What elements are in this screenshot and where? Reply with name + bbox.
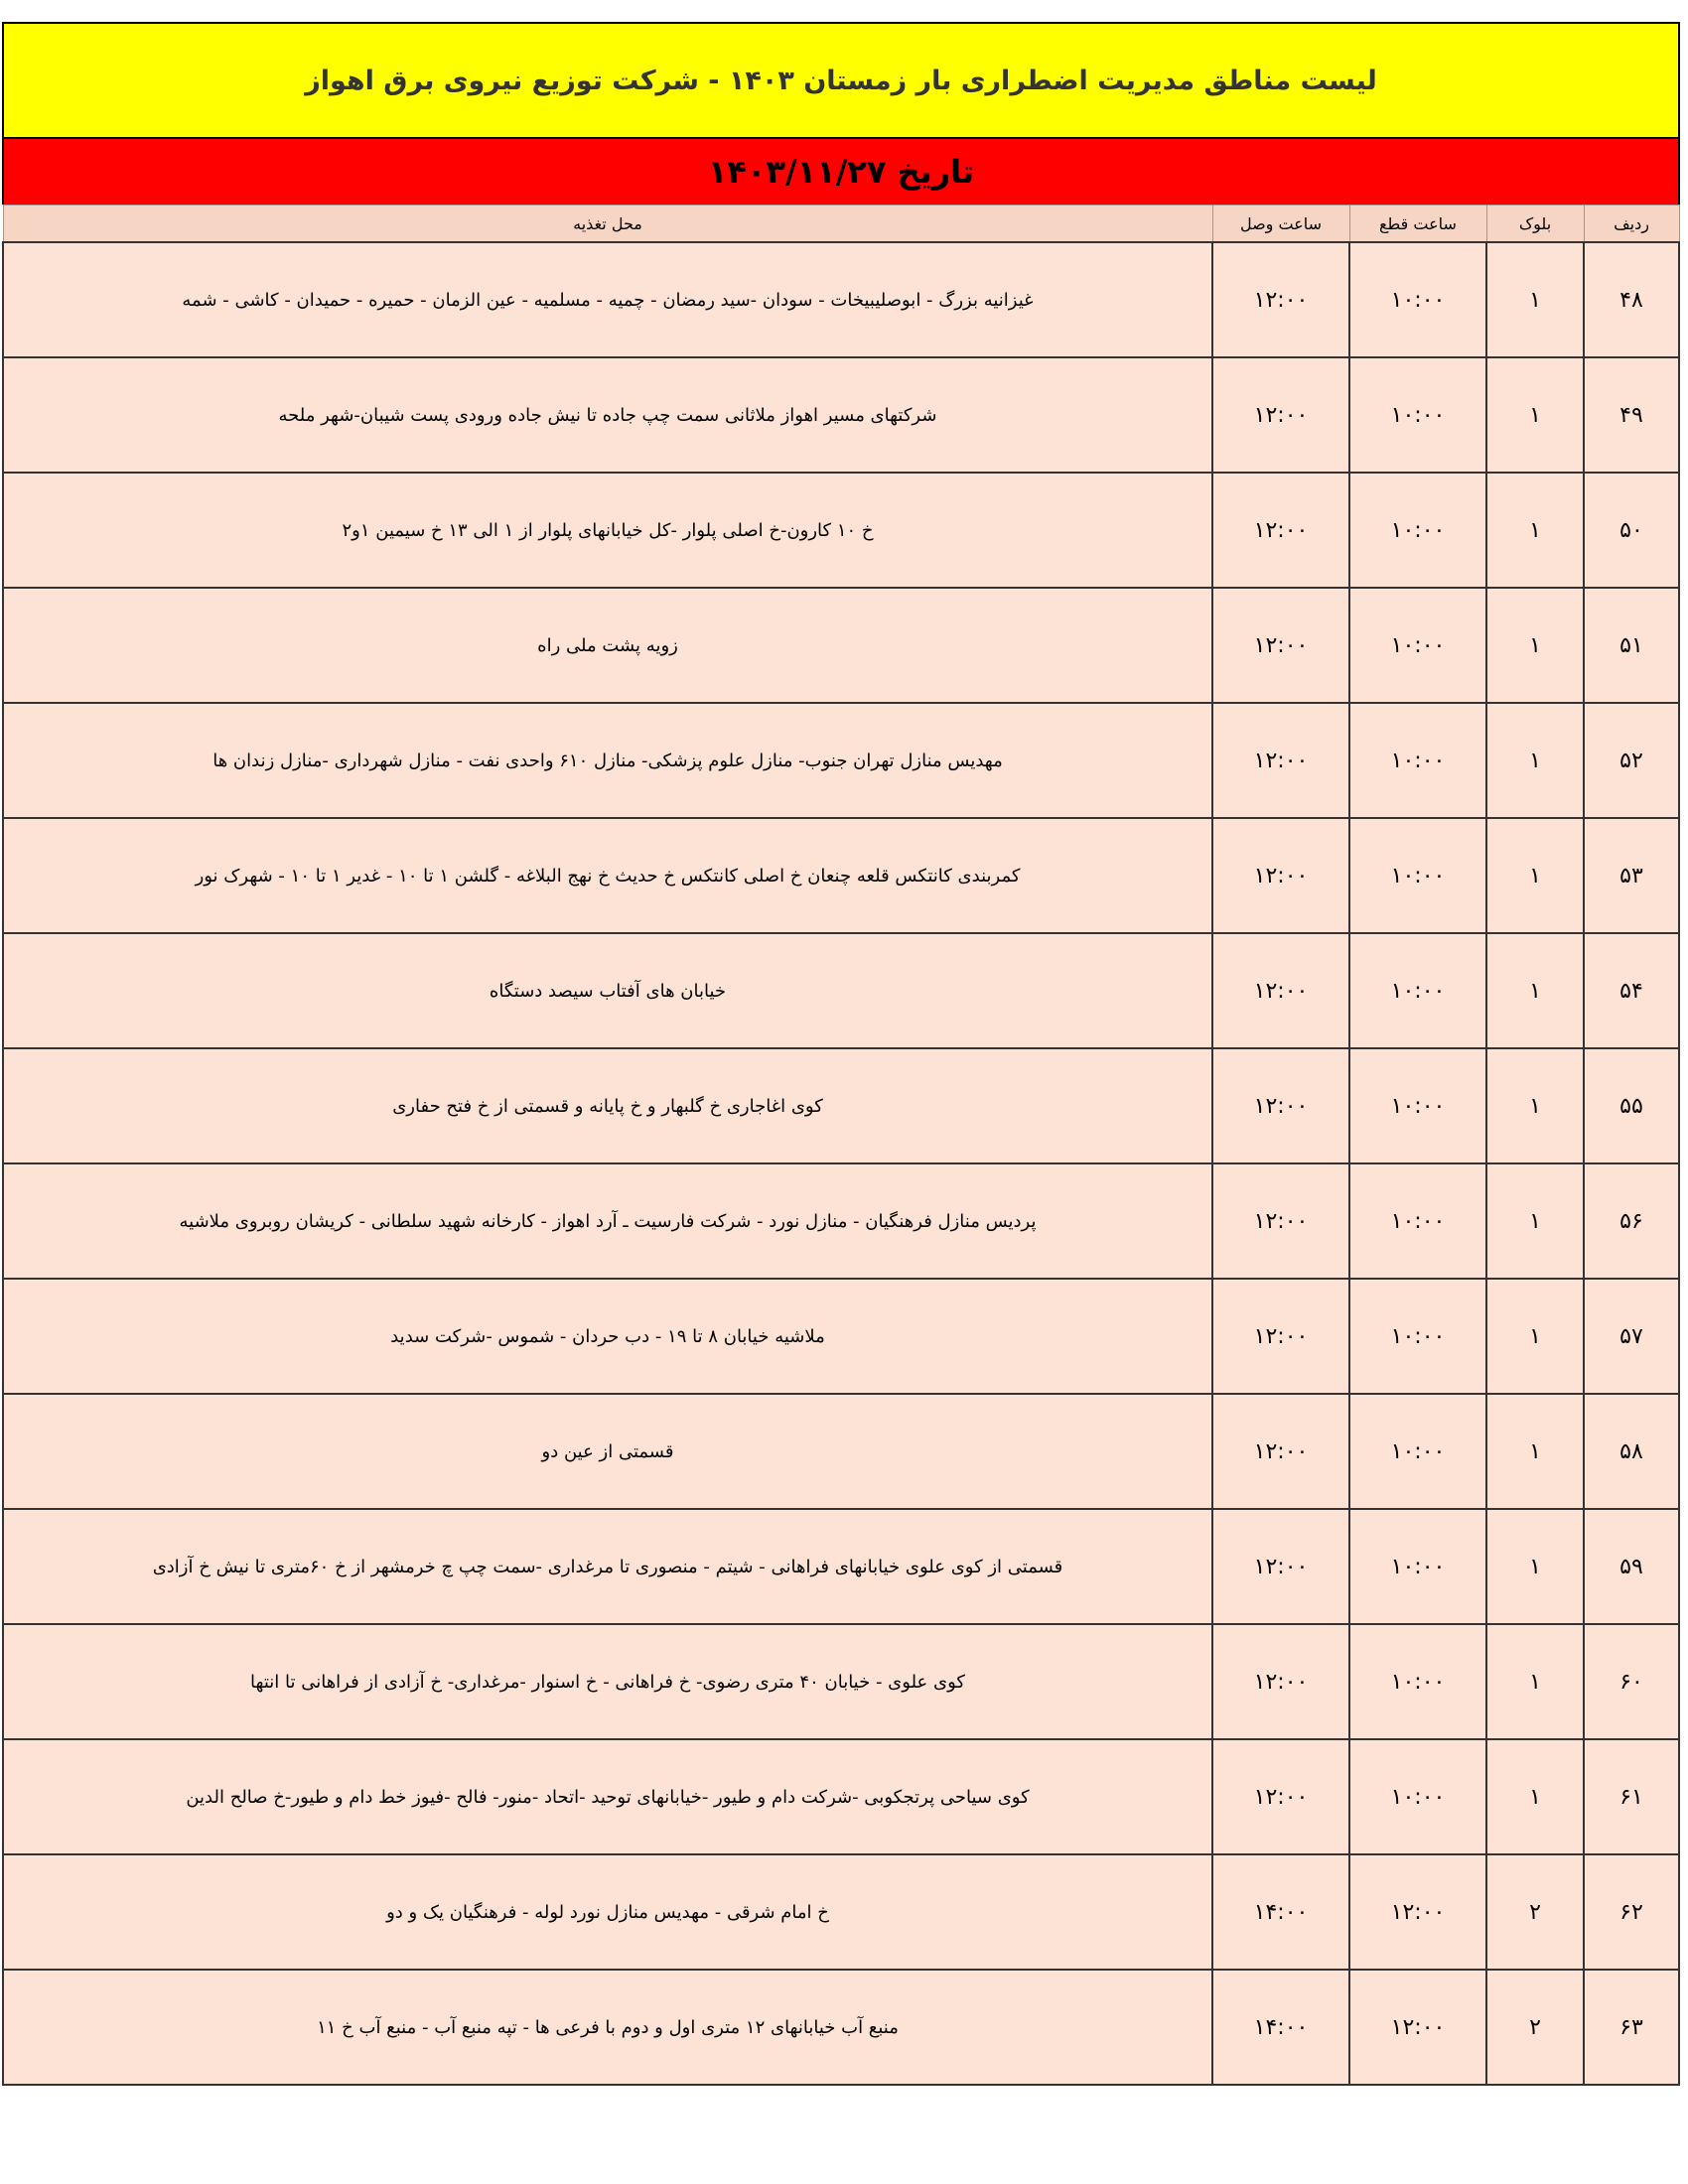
cell-connect-time: ۱۲:۰۰	[1212, 588, 1349, 703]
table-row	[3, 818, 1679, 933]
cell-block: ۱	[1486, 703, 1584, 818]
header-block: بلوک	[1486, 205, 1584, 243]
cell-index: ۵۷	[1584, 1279, 1679, 1394]
cell-connect-time: ۱۲:۰۰	[1212, 1624, 1349, 1739]
header-row	[3, 205, 1679, 243]
cell-cut-time: ۱۰:۰۰	[1349, 242, 1486, 357]
cell-area: قسمتی از کوی علوی خیابانهای فراهانی - شیتم - منصوری تا مرغداری -سمت چپ چ خرمشهر از خ ۶۰متری تا نیش خ آزادی	[3, 1509, 1212, 1624]
cell-cut-time: ۱۲:۰۰	[1349, 1854, 1486, 1970]
header-index: ردیف	[1584, 205, 1679, 243]
page-title: لیست مناطق مدیریت اضطراری بار زمستان ۱۴۰۳ - شرکت توزیع نیروی برق اهواز	[2, 22, 1680, 139]
cell-index: ۵۲	[1584, 703, 1679, 818]
cell-index: ۵۰	[1584, 473, 1679, 588]
cell-block: ۲	[1486, 1970, 1584, 2085]
cell-connect-time: ۱۲:۰۰	[1212, 818, 1349, 933]
cell-cut-time: ۱۰:۰۰	[1349, 1624, 1486, 1739]
cell-block: ۱	[1486, 1509, 1584, 1624]
cell-connect-time: ۱۲:۰۰	[1212, 357, 1349, 473]
cell-connect-time: ۱۲:۰۰	[1212, 473, 1349, 588]
cell-area: کوی اغاجاری خ گلبهار و خ پایانه و قسمتی از خ فتح حفاری	[3, 1048, 1212, 1163]
schedule-table	[2, 205, 1680, 2086]
cell-index: ۵۹	[1584, 1509, 1679, 1624]
table-row	[3, 1048, 1679, 1163]
cell-block: ۱	[1486, 1394, 1584, 1509]
cell-block: ۱	[1486, 1279, 1584, 1394]
cell-area: منبع آب خیابانهای ۱۲ متری اول و دوم با فرعی ها - تپه منبع آب - منبع آب خ ۱۱	[3, 1970, 1212, 2085]
cell-area: خیابان های آفتاب سیصد دستگاه	[3, 933, 1212, 1048]
cell-block: ۱	[1486, 588, 1584, 703]
cell-index: ۵۵	[1584, 1048, 1679, 1163]
cell-index: ۶۲	[1584, 1854, 1679, 1970]
table-row	[3, 242, 1679, 357]
cell-area: کوی سیاحی پرتجکوبی -شرکت دام و طیور -خیابانهای توحید -اتحاد -منور- فالح -فیوز خط دام و طیور-خ صالح الدین	[3, 1739, 1212, 1854]
table-row	[3, 357, 1679, 473]
cell-connect-time: ۱۴:۰۰	[1212, 1970, 1349, 2085]
cell-index: ۶۱	[1584, 1739, 1679, 1854]
table-row	[3, 1624, 1679, 1739]
cell-connect-time: ۱۴:۰۰	[1212, 1854, 1349, 1970]
cell-block: ۱	[1486, 473, 1584, 588]
table-row	[3, 1854, 1679, 1970]
cell-block: ۱	[1486, 1048, 1584, 1163]
cell-index: ۶۳	[1584, 1970, 1679, 2085]
cell-cut-time: ۱۰:۰۰	[1349, 818, 1486, 933]
table-row	[3, 1163, 1679, 1279]
cell-block: ۱	[1486, 357, 1584, 473]
table-row	[3, 473, 1679, 588]
cell-area: خ امام شرقی - مهدیس منازل نورد لوله - فرهنگیان یک و دو	[3, 1854, 1212, 1970]
cell-index: ۵۳	[1584, 818, 1679, 933]
cell-connect-time: ۱۲:۰۰	[1212, 1509, 1349, 1624]
cell-block: ۲	[1486, 1854, 1584, 1970]
cell-index: ۵۶	[1584, 1163, 1679, 1279]
cell-index: ۴۹	[1584, 357, 1679, 473]
table-row	[3, 1279, 1679, 1394]
cell-connect-time: ۱۲:۰۰	[1212, 1739, 1349, 1854]
cell-cut-time: ۱۰:۰۰	[1349, 473, 1486, 588]
cell-block: ۱	[1486, 1624, 1584, 1739]
cell-block: ۱	[1486, 242, 1584, 357]
cell-cut-time: ۱۰:۰۰	[1349, 1394, 1486, 1509]
cell-block: ۱	[1486, 818, 1584, 933]
cell-connect-time: ۱۲:۰۰	[1212, 1163, 1349, 1279]
cell-cut-time: ۱۰:۰۰	[1349, 703, 1486, 818]
cell-cut-time: ۱۰:۰۰	[1349, 588, 1486, 703]
header-area: محل تغذیه	[3, 205, 1212, 243]
cell-cut-time: ۱۰:۰۰	[1349, 933, 1486, 1048]
cell-connect-time: ۱۲:۰۰	[1212, 1048, 1349, 1163]
cell-cut-time: ۱۰:۰۰	[1349, 1048, 1486, 1163]
cell-cut-time: ۱۰:۰۰	[1349, 1509, 1486, 1624]
cell-cut-time: ۱۰:۰۰	[1349, 1279, 1486, 1394]
table-row	[3, 933, 1679, 1048]
cell-area: پردیس منازل فرهنگیان - منازل نورد - شرکت فارسیت ـ آرد اهواز - کارخانه شهید سلطانی - کریشان روبروی ملاشیه	[3, 1163, 1212, 1279]
table-body	[3, 242, 1679, 2085]
cell-block: ۱	[1486, 1163, 1584, 1279]
cell-area: کوی علوی - خیابان ۴۰ متری رضوی- خ فراهانی - خ اسنوار -مرغداری- خ آزادی از فراهانی تا انتها	[3, 1624, 1212, 1739]
cell-area: زویه پشت ملی راه	[3, 588, 1212, 703]
table-row	[3, 703, 1679, 818]
cell-cut-time: ۱۰:۰۰	[1349, 357, 1486, 473]
table-row	[3, 1394, 1679, 1509]
table-row	[3, 1739, 1679, 1854]
cell-area: کمربندی کانتکس قلعه چنعان خ اصلی کانتکس خ حدیث خ نهج البلاغه - گلشن ۱ تا ۱۰ - غدیر ۱ تا ۱۰ - شهرک نور	[3, 818, 1212, 933]
cell-cut-time: ۱۰:۰۰	[1349, 1739, 1486, 1854]
table-row	[3, 1509, 1679, 1624]
date-banner: تاریخ ۱۴۰۳/۱۱/۲۷	[2, 139, 1680, 205]
cell-index: ۵۱	[1584, 588, 1679, 703]
cell-area: خ ۱۰ کارون-خ اصلی پلوار -کل خیابانهای پلوار از ۱ الی ۱۳ خ سیمین ۱و۲	[3, 473, 1212, 588]
table-row	[3, 1970, 1679, 2085]
cell-block: ۱	[1486, 933, 1584, 1048]
cell-area: شرکتهای مسیر اهواز ملاثانی سمت چپ جاده تا نیش جاده ورودی پست شیبان-شهر ملحه	[3, 357, 1212, 473]
cell-connect-time: ۱۲:۰۰	[1212, 242, 1349, 357]
cell-connect-time: ۱۲:۰۰	[1212, 1394, 1349, 1509]
cell-cut-time: ۱۲:۰۰	[1349, 1970, 1486, 2085]
cell-area: قسمتی از عین دو	[3, 1394, 1212, 1509]
cell-index: ۵۸	[1584, 1394, 1679, 1509]
schedule-sheet	[2, 22, 1680, 2086]
table-row	[3, 588, 1679, 703]
cell-index: ۵۴	[1584, 933, 1679, 1048]
header-connect-time: ساعت وصل	[1212, 205, 1349, 243]
cell-area: غیزانیه بزرگ - ابوصلیبیخات - سودان -سید رمضان - چمیه - مسلمیه - عین الزمان - حمیره - حمیدان - کاشی - شمه	[3, 242, 1212, 357]
cell-index: ۶۰	[1584, 1624, 1679, 1739]
cell-area: مهدیس منازل تهران جنوب- منازل علوم پزشکی- منازل ۶۱۰ واحدی نفت - منازل شهرداری -منازل زندان ها	[3, 703, 1212, 818]
cell-cut-time: ۱۰:۰۰	[1349, 1163, 1486, 1279]
cell-connect-time: ۱۲:۰۰	[1212, 1279, 1349, 1394]
cell-connect-time: ۱۲:۰۰	[1212, 933, 1349, 1048]
cell-area: ملاشیه خیابان ۸ تا ۱۹ - دب حردان - شموس -شرکت سدید	[3, 1279, 1212, 1394]
cell-connect-time: ۱۲:۰۰	[1212, 703, 1349, 818]
cell-index: ۴۸	[1584, 242, 1679, 357]
cell-block: ۱	[1486, 1739, 1584, 1854]
header-cut-time: ساعت قطع	[1349, 205, 1486, 243]
